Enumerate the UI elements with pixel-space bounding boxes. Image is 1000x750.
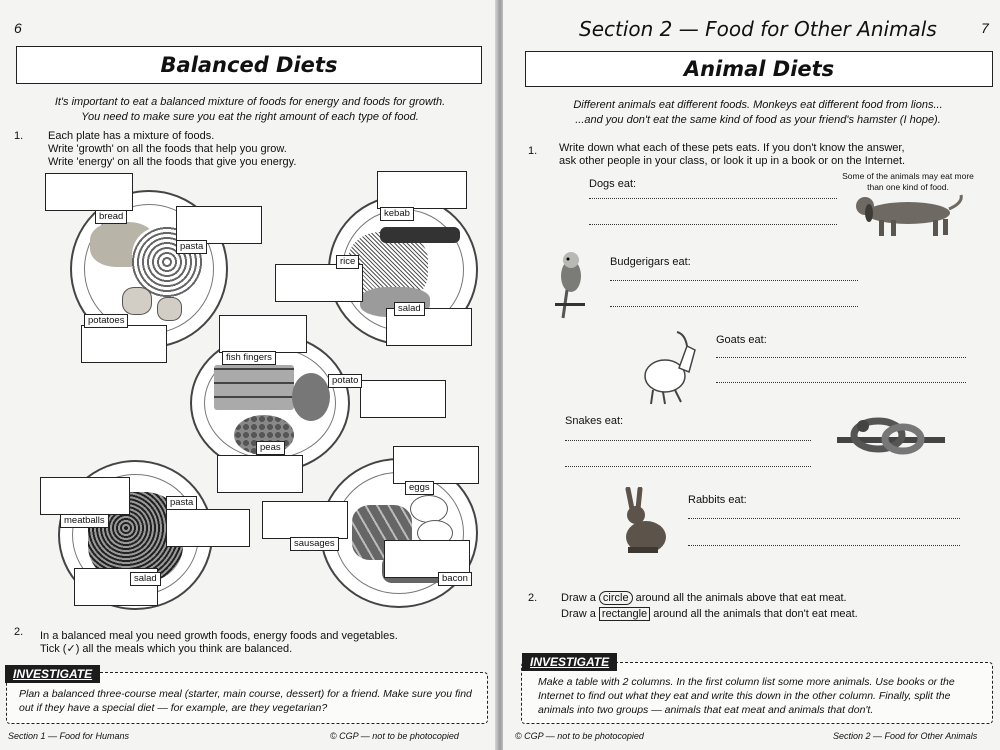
- answer-box-bread[interactable]: [45, 173, 133, 211]
- page-number-left: 6: [14, 20, 22, 36]
- answer-box-peas[interactable]: [217, 455, 303, 493]
- q1-line-2-right: ask other people in your class, or look it up in a book or on the Internet.: [559, 155, 906, 167]
- food-label-meatballs: meatballs: [60, 514, 109, 528]
- label-rabbits-eat: Rabbits eat:: [688, 494, 747, 506]
- goat-icon: [641, 328, 701, 408]
- snake-icon: [833, 413, 948, 465]
- rabbit-icon: [618, 487, 673, 559]
- answer-box-pasta-1[interactable]: [176, 206, 262, 244]
- dachshund-icon: [853, 193, 963, 241]
- food-label-sausages: sausages: [290, 537, 339, 551]
- answer-line-snakes-2[interactable]: [565, 466, 811, 467]
- page-title-animal-diets: Animal Diets: [525, 51, 993, 87]
- food-label-potatoes: potatoes: [84, 314, 128, 328]
- answer-box-potato[interactable]: [360, 380, 446, 418]
- answer-line-snakes-1[interactable]: [565, 440, 811, 441]
- footer-left-section: Section 1 — Food for Humans: [8, 731, 130, 741]
- answer-box-eggs[interactable]: [393, 446, 479, 484]
- label-dogs-eat: Dogs eat:: [589, 178, 637, 190]
- food-label-eggs: eggs: [405, 481, 434, 495]
- answer-line-dogs-2[interactable]: [589, 224, 837, 225]
- intro-line-1-right: Different animals eat different foods. Monkeys eat different food from lions...: [573, 99, 943, 111]
- q2-line-2: Tick (✓) all the meals which you think are balanced.: [40, 643, 293, 655]
- answer-line-budgies-1[interactable]: [610, 280, 858, 281]
- food-label-fish-fingers: fish fingers: [222, 351, 276, 365]
- circle-word: circle: [599, 591, 633, 605]
- food-label-bacon: bacon: [438, 572, 472, 586]
- answer-box-sausages[interactable]: [262, 501, 348, 539]
- food-label-salad-2: salad: [130, 572, 161, 586]
- investigate-box-left: [6, 667, 488, 724]
- q1-line-1: Each plate has a mixture of foods.: [48, 130, 215, 142]
- investigate-tag-left: INVESTIGATE: [5, 665, 100, 683]
- answer-line-goats-2[interactable]: [716, 382, 966, 383]
- investigate-text-left: Plan a balanced three-course meal (starter, main course, dessert) for a friend. Make sure you find out if they have a special diet — for example, are they vegetarian?: [19, 688, 472, 714]
- answer-line-rabbits-2[interactable]: [688, 545, 960, 546]
- food-label-peas: peas: [256, 441, 285, 455]
- footer-right-copyright: © CGP — not to be photocopied: [515, 731, 644, 741]
- question-2-number: 2.: [14, 626, 24, 638]
- left-page: [0, 0, 497, 750]
- investigate-box-right: [521, 655, 993, 724]
- footer-right-section: Section 2 — Food for Other Animals: [833, 731, 978, 741]
- page-title-balanced-diets: Balanced Diets: [16, 46, 482, 84]
- answer-line-goats-1[interactable]: [716, 357, 966, 358]
- food-label-pasta-1: pasta: [176, 240, 207, 254]
- answer-box-fish-fingers[interactable]: [219, 315, 307, 353]
- answer-box-pasta-2[interactable]: [40, 477, 130, 515]
- intro-line-2-right: ...and you don't eat the same kind of food as your friend's hamster (I hope).: [575, 114, 941, 126]
- q2-circle-instruction: Draw a circle around all the animals above that eat meat.: [561, 592, 847, 604]
- food-label-pasta-2: pasta: [166, 496, 197, 510]
- rectangle-word: rectangle: [599, 607, 650, 621]
- label-budgerigars-eat: Budgerigars eat:: [610, 256, 691, 268]
- answer-box-kebab[interactable]: [377, 171, 467, 209]
- food-label-potato: potato: [328, 374, 362, 388]
- food-label-rice: rice: [336, 255, 359, 269]
- answer-line-budgies-2[interactable]: [610, 306, 858, 307]
- food-label-salad-1: salad: [394, 302, 425, 316]
- investigate-text-right: Make a table with 2 columns. In the first column list some more animals. Use books or the Internet to find out what they eat and write this down in the other column. Finally, split the animals into two groups — animals that eat meat and animals that don't.: [538, 676, 955, 716]
- footer-left-copyright: © CGP — not to be photocopied: [330, 731, 459, 741]
- q2-line-1: In a balanced meal you need growth foods, energy foods and vegetables.: [40, 630, 398, 642]
- budgerigar-icon: [553, 248, 593, 323]
- question-1-number-right: 1.: [528, 145, 538, 157]
- q1-line-2: Write 'growth' on all the foods that help you grow.: [48, 143, 287, 155]
- question-1-number: 1.: [14, 130, 24, 142]
- intro-line-2: You need to make sure you eat the right amount of each type of food.: [81, 111, 419, 123]
- q1-line-1-right: Write down what each of these pets eats. If you don't know the answer,: [559, 142, 905, 154]
- question-2-number-right: 2.: [528, 592, 538, 604]
- answer-box-rice[interactable]: [275, 264, 363, 302]
- food-label-kebab: kebab: [380, 207, 414, 221]
- page-number-right: 7: [981, 20, 989, 36]
- section-title: Section 2 — Food for Other Animals: [579, 17, 937, 41]
- note-multiple-foods: Some of the animals may eat more than one kind of food.: [842, 171, 974, 192]
- food-label-bread: bread: [95, 210, 127, 224]
- right-page: [503, 0, 1000, 750]
- intro-line-1: It's important to eat a balanced mixture of foods for energy and foods for growth.: [54, 96, 446, 108]
- answer-line-rabbits-1[interactable]: [688, 518, 960, 519]
- investigate-tag-right: INVESTIGATE: [522, 653, 617, 671]
- q2-rectangle-instruction: Draw a rectangle around all the animals that don't eat meat.: [561, 608, 858, 620]
- label-goats-eat: Goats eat:: [716, 334, 767, 346]
- answer-box-potatoes[interactable]: [81, 325, 167, 363]
- label-snakes-eat: Snakes eat:: [565, 415, 624, 427]
- answer-line-dogs-1[interactable]: [589, 198, 837, 199]
- answer-box-meatballs[interactable]: [166, 509, 250, 547]
- q1-line-3: Write 'energy' on all the foods that give you energy.: [48, 156, 297, 168]
